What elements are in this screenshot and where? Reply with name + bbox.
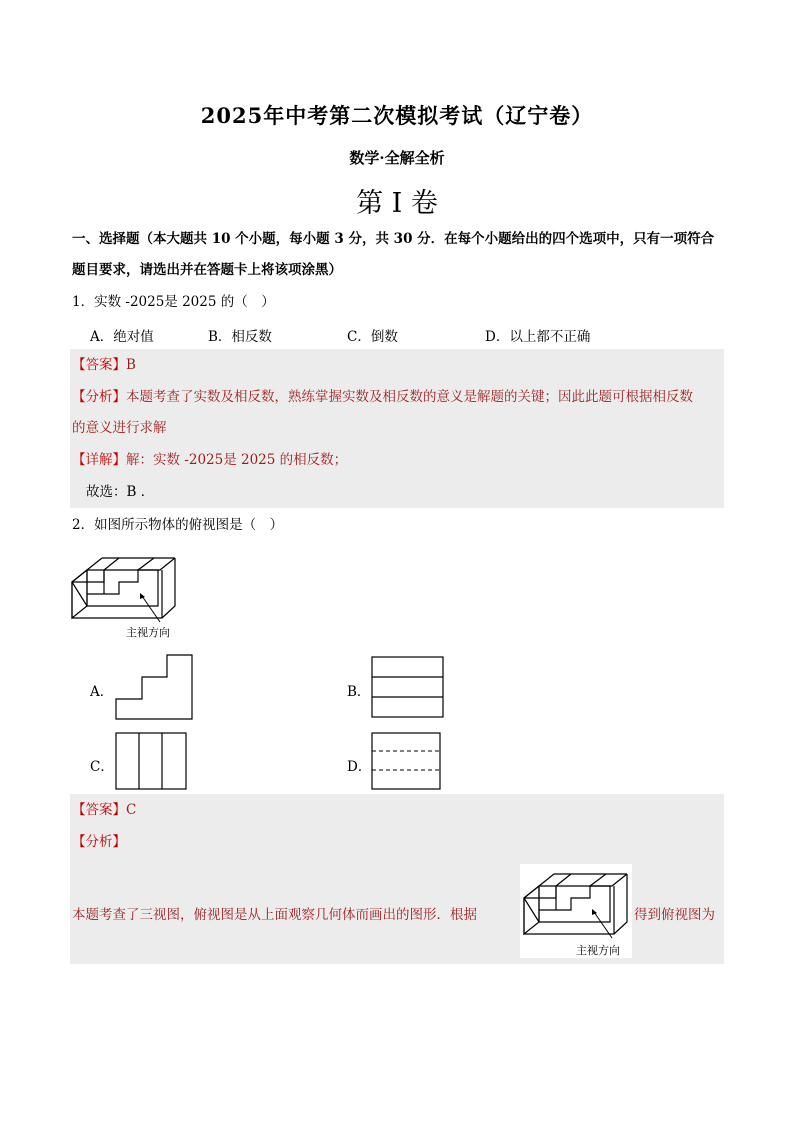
- section-instructions: [72, 224, 724, 286]
- q2-analysis-after: 得到俯视图为: [634, 907, 715, 923]
- answer-value: B: [126, 357, 136, 373]
- paper-subtitle: 数学·全解全析: [349, 149, 445, 167]
- q2-analysis-before: 本题考查了三视图，俯视图是从上面观察几何体而画出的图形．根据: [72, 907, 477, 923]
- analysis-label: 【分析】: [72, 389, 126, 405]
- q1-option-a: A．绝对值: [90, 329, 154, 345]
- option-a-figure: [115, 654, 195, 722]
- q1-answer: [72, 350, 724, 381]
- paper-title: 2025年中考第二次模拟考试（辽宁卷）: [200, 103, 594, 128]
- analysis-text-1: 本题考查了实数及相反数，熟练掌握实数及相反数的意义是解题的关键；因此此题可根据相反数: [126, 389, 693, 405]
- volume-heading: 第 I 卷: [356, 188, 438, 219]
- q2-option-b-label: B．: [347, 684, 371, 700]
- q1-choice: 故选：B ．: [86, 484, 155, 500]
- inline-stairs-figure: [520, 864, 632, 958]
- section-line-1: 一、选择题（本大题共 10 个小题，每小题 3 分，共 30 分．在每个小题给出的四个选项中，只有一项符合: [72, 231, 715, 247]
- q2-option-c-label: C．: [90, 759, 114, 775]
- answer-label: 【答案】: [72, 357, 126, 373]
- q1-stem: 1．实数 -2025是 2025 的（ ）: [72, 294, 275, 310]
- detail-text: 解：实数 -2025是 2025 的相反数；: [126, 452, 348, 468]
- answer-label: 【答案】: [72, 802, 126, 818]
- detail-label: 【详解】: [72, 452, 126, 468]
- option-b-figure: [371, 656, 445, 720]
- q2-answer: [72, 795, 724, 826]
- view-arrowhead: [140, 593, 145, 599]
- q2-analysis-label: [72, 827, 724, 858]
- q2-option-a-label: A．: [90, 684, 114, 700]
- q1-option-d: D．以上都不正确: [485, 329, 591, 345]
- q2-option-d-label: D．: [347, 759, 372, 775]
- q2-stem: 2．如图所示物体的俯视图是（ ）: [72, 517, 284, 533]
- inline-figure-caption: 主视方向: [576, 944, 620, 957]
- option-c-figure: [115, 732, 189, 792]
- option-d-figure: [371, 732, 443, 792]
- q1-option-b: B．相反数: [208, 329, 272, 345]
- analysis-text-2: 的意义进行求解: [72, 420, 167, 436]
- section-line-2: 题目要求，请选出并在答题卡上将该项涂黑）: [72, 262, 342, 278]
- analysis-label: 【分析】: [72, 834, 126, 850]
- figure-caption: 主视方向: [126, 626, 170, 639]
- stairs-outline: [72, 558, 175, 618]
- q1-detail: [72, 445, 724, 476]
- answer-value: C: [126, 802, 137, 818]
- stairs-figure: [68, 548, 180, 642]
- q1-analysis: [72, 382, 724, 444]
- q1-option-c: C．倒数: [347, 329, 398, 345]
